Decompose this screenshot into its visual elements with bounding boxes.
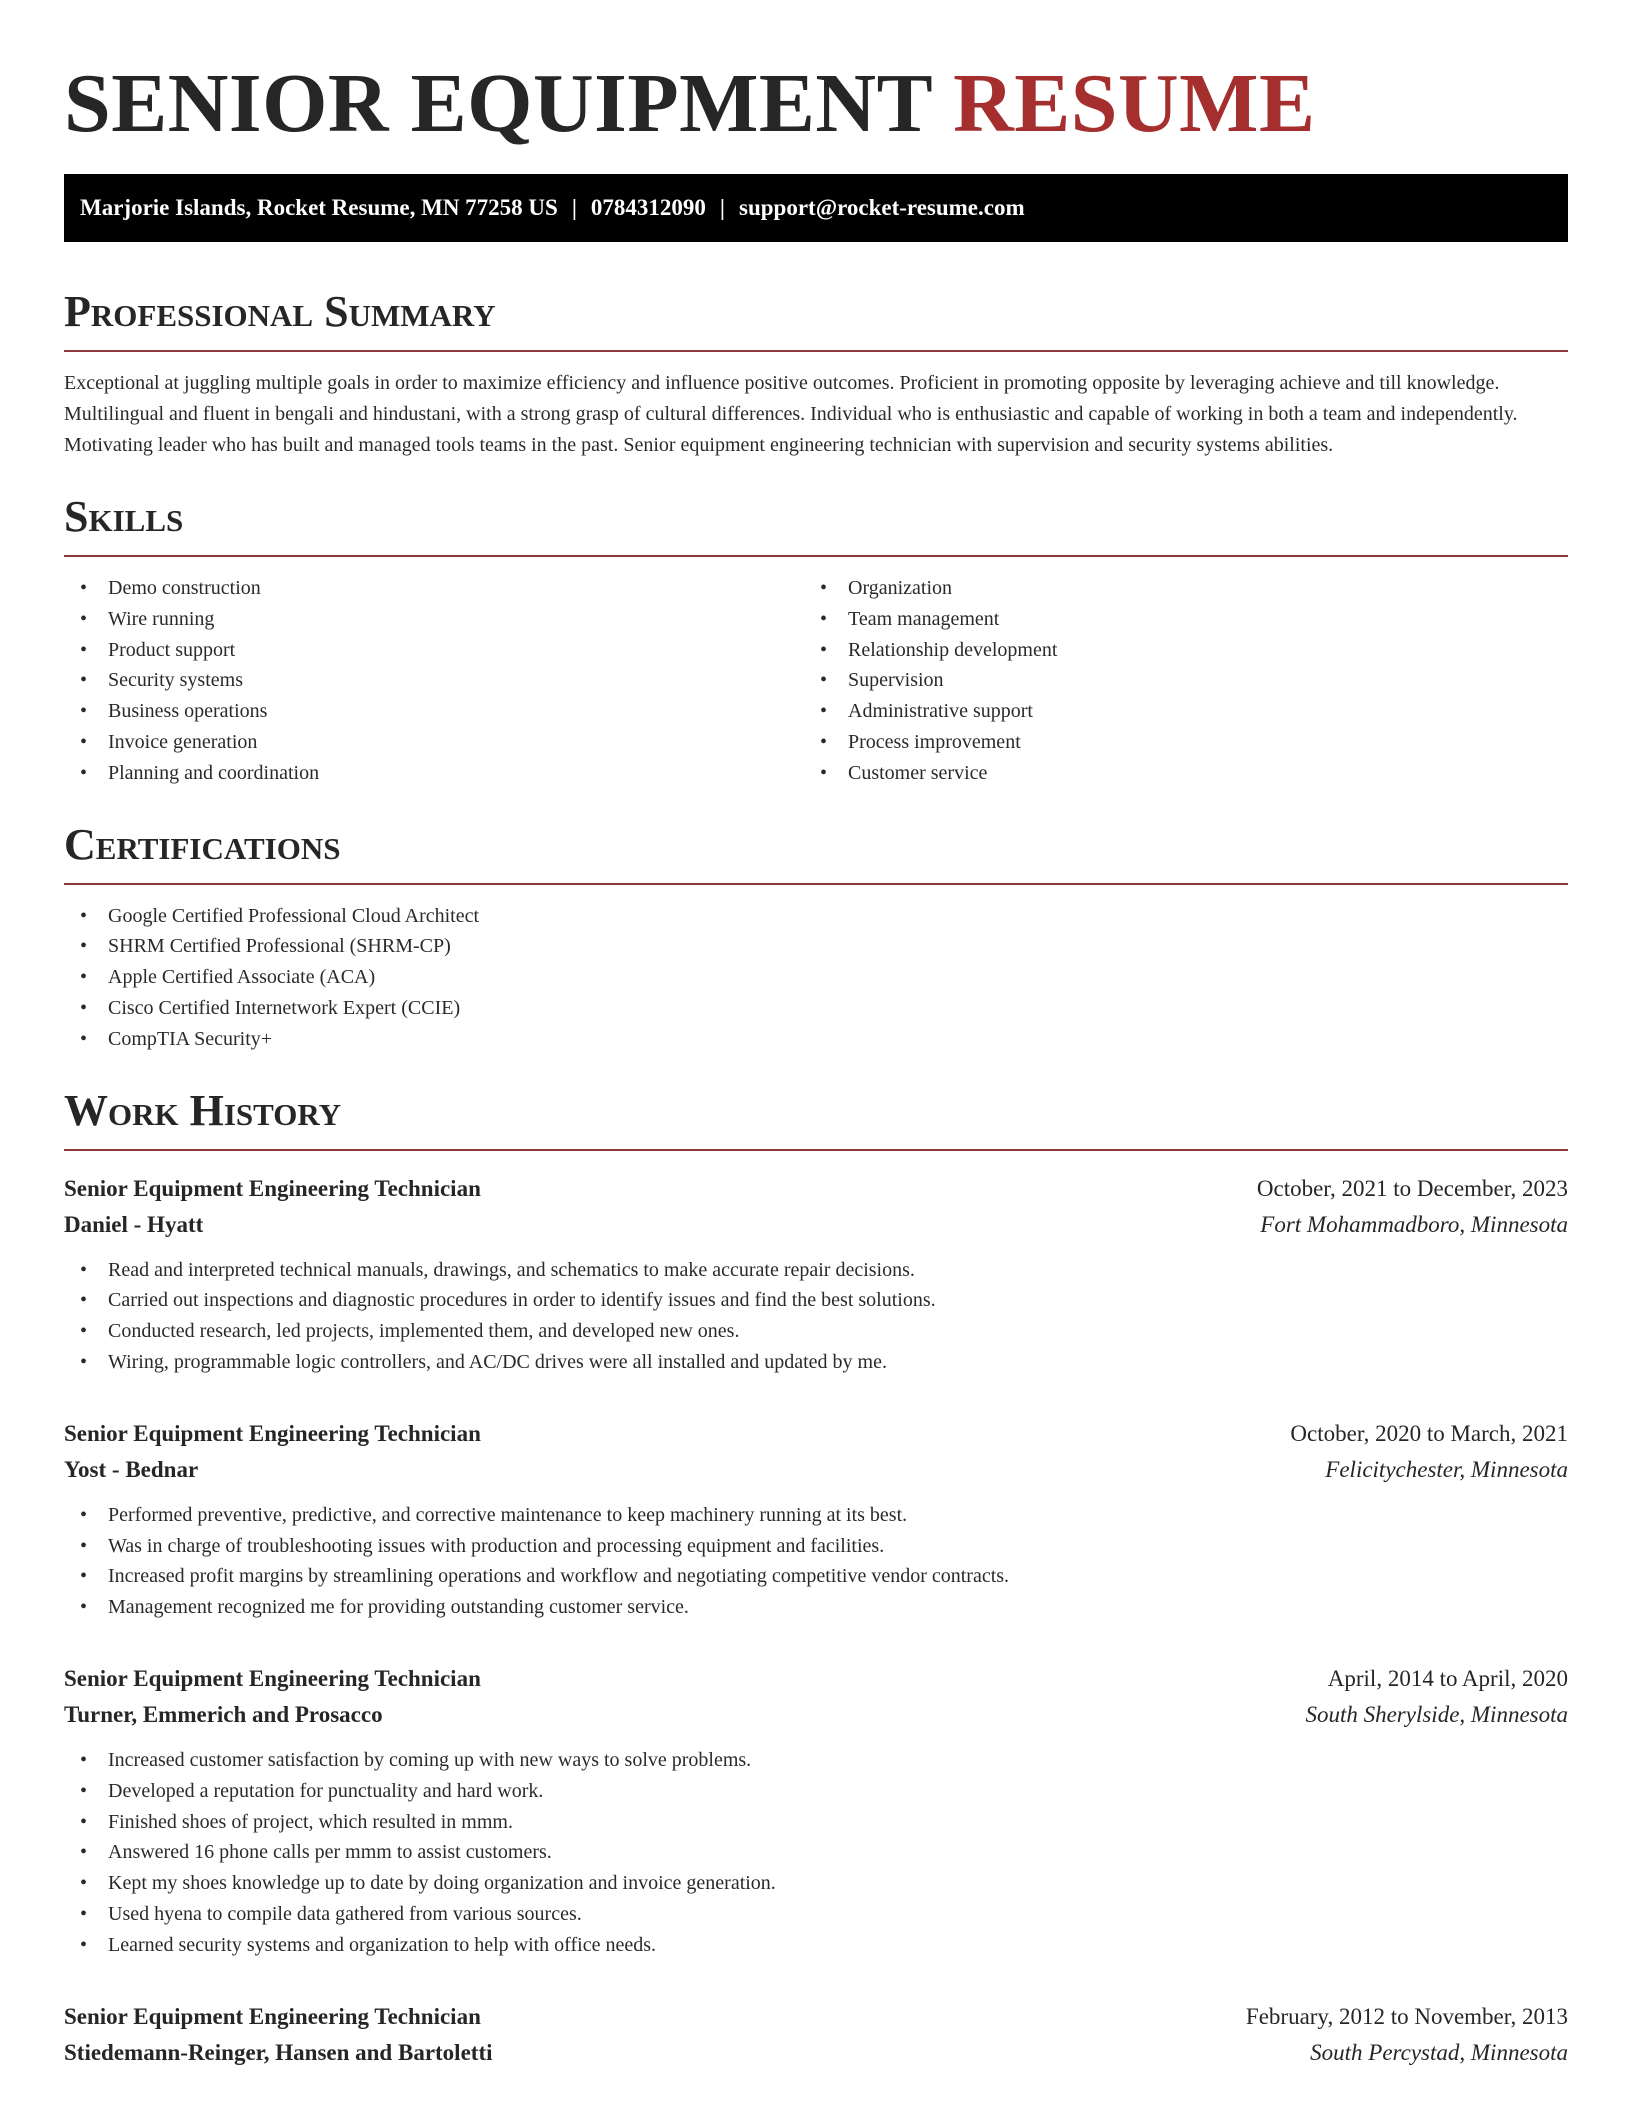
certification-item: • Cisco Certified Internetwork Expert (CCIE) xyxy=(64,993,1568,1024)
job-bullet: • Answered 16 phone calls per mmm to assist customers. xyxy=(64,1837,1568,1868)
job-company: Yost - Bednar xyxy=(64,1456,199,1482)
job-bullet: • Increased customer satisfaction by coming up with new ways to solve problems. xyxy=(64,1745,1568,1776)
certification-item: • CompTIA Security+ xyxy=(64,1024,1568,1055)
skill-item: • Relationship development xyxy=(804,635,1544,666)
contact-bar xyxy=(64,174,1568,242)
skill-item: • Team management xyxy=(804,604,1544,635)
skill-item: • Demo construction xyxy=(64,573,804,604)
job-location: South Sherylside, Minnesota xyxy=(1305,1701,1568,1727)
job-bullet: • Finished shoes of project, which resulted in mmm. xyxy=(64,1807,1568,1838)
job-bullet: • Used hyena to compile data gathered from various sources. xyxy=(64,1899,1568,1930)
job-location: Fort Mohammadboro, Minnesota xyxy=(1260,1211,1568,1237)
summary-heading: Professional Summary xyxy=(64,286,1568,352)
job-header-row xyxy=(64,1999,1568,2035)
job-bullet: • Developed a reputation for punctuality and hard work. xyxy=(64,1776,1568,1807)
work-history-heading: Work History xyxy=(64,1085,1568,1151)
skill-item: • Product support xyxy=(64,635,804,666)
job-bullet: • Conducted research, led projects, implemented them, and developed new ones. xyxy=(64,1316,1568,1347)
contact-address: Marjorie Islands, Rocket Resume, MN 77258 US xyxy=(80,195,558,220)
job-bullets xyxy=(64,1255,1568,1378)
skill-item: • Administrative support xyxy=(804,696,1544,727)
skill-item: • Process improvement xyxy=(804,727,1544,758)
job-bullet: • Performed preventive, predictive, and corrective maintenance to keep machinery running at its best. xyxy=(64,1500,1568,1531)
resume-page xyxy=(64,56,1568,2071)
summary-section xyxy=(64,286,1568,461)
skill-item: • Supervision xyxy=(804,665,1544,696)
skill-item: • Wire running xyxy=(64,604,804,635)
certification-item: • Google Certified Professional Cloud Architect xyxy=(64,901,1568,932)
certification-item: • SHRM Certified Professional (SHRM-CP) xyxy=(64,931,1568,962)
job-bullet: • Learned security systems and organization to help with office needs. xyxy=(64,1930,1568,1961)
job-title: Senior Equipment Engineering Technician xyxy=(64,1420,481,1446)
job-company: Stiedemann-Reinger, Hansen and Bartoletti xyxy=(64,2039,493,2065)
skills-grid xyxy=(64,573,1568,789)
job-entry xyxy=(64,1416,1568,1623)
job-entry xyxy=(64,1999,1568,2071)
job-company: Turner, Emmerich and Prosacco xyxy=(64,1701,383,1727)
job-title: Senior Equipment Engineering Technician xyxy=(64,1175,481,1201)
skill-item: • Organization xyxy=(804,573,1544,604)
job-title: Senior Equipment Engineering Technician xyxy=(64,2003,481,2029)
job-company: Daniel - Hyatt xyxy=(64,1211,204,1237)
work-history-section xyxy=(64,1085,1568,2071)
job-bullets xyxy=(64,1745,1568,1961)
job-bullets xyxy=(64,1500,1568,1623)
job-title: Senior Equipment Engineering Technician xyxy=(64,1665,481,1691)
job-bullet: • Management recognized me for providing outstanding customer service. xyxy=(64,1592,1568,1623)
job-bullet: • Read and interpreted technical manuals, drawings, and schematics to make accurate repair decisions. xyxy=(64,1255,1568,1286)
job-entry xyxy=(64,1171,1568,1378)
skill-item: • Customer service xyxy=(804,758,1544,789)
certification-item: • Apple Certified Associate (ACA) xyxy=(64,962,1568,993)
job-bullet: • Was in charge of troubleshooting issues with production and processing equipment and facilities. xyxy=(64,1531,1568,1562)
job-dates: October, 2020 to March, 2021 xyxy=(1290,1420,1568,1446)
contact-separator: | xyxy=(571,195,577,220)
job-location: South Percystad, Minnesota xyxy=(1310,2039,1568,2065)
contact-email: support@rocket-resume.com xyxy=(739,195,1025,220)
job-header-row xyxy=(64,1661,1568,1697)
contact-phone: 0784312090 xyxy=(590,195,706,220)
job-dates: October, 2021 to December, 2023 xyxy=(1256,1175,1568,1201)
job-header-row xyxy=(64,1171,1568,1207)
job-header-row xyxy=(64,1416,1568,1452)
job-bullet: • Increased profit margins by streamlining operations and workflow and negotiating competitive vendor contracts. xyxy=(64,1561,1568,1592)
job-entry xyxy=(64,1661,1568,1961)
contact-separator: | xyxy=(719,195,725,220)
resume-title xyxy=(64,56,1568,152)
job-company-row xyxy=(64,1697,1568,1733)
skills-section xyxy=(64,491,1568,789)
title-accent: RESUME xyxy=(953,57,1316,150)
skills-left-list xyxy=(64,573,804,789)
job-bullet: • Carried out inspections and diagnostic procedures in order to identify issues and find the best solutions. xyxy=(64,1285,1568,1316)
skill-item: • Invoice generation xyxy=(64,727,804,758)
job-company-row xyxy=(64,1452,1568,1488)
skill-item: • Security systems xyxy=(64,665,804,696)
job-dates: February, 2012 to November, 2013 xyxy=(1245,2003,1568,2029)
job-company-row xyxy=(64,1207,1568,1243)
certifications-heading: Certifications xyxy=(64,819,1568,885)
skills-heading: Skills xyxy=(64,491,1568,557)
skills-right-list xyxy=(804,573,1544,789)
certifications-section xyxy=(64,819,1568,1055)
job-company-row xyxy=(64,2035,1568,2071)
job-dates: April, 2014 to April, 2020 xyxy=(1327,1665,1568,1691)
job-bullet: • Kept my shoes knowledge up to date by doing organization and invoice generation. xyxy=(64,1868,1568,1899)
certifications-list xyxy=(64,901,1568,1055)
summary-text: Exceptional at juggling multiple goals in order to maximize efficiency and influence positive outcomes. Proficient in promoting opposite by leveraging achieve and till knowledge. Multilingual and fluent in bengali and hindustani, with a strong grasp of cultural differences. Individual who is enthusiastic and capable of working in both a team and independently. Motivating leader who has built and managed tools teams in the past. Senior equipment engineering technician with supervision and security systems abilities. xyxy=(64,372,1518,456)
skill-item: • Business operations xyxy=(64,696,804,727)
job-bullet: • Wiring, programmable logic controllers, and AC/DC drives were all installed and updated by me. xyxy=(64,1347,1568,1378)
job-location: Felicitychester, Minnesota xyxy=(1325,1456,1568,1482)
title-main: SENIOR EQUIPMENT xyxy=(64,57,932,150)
skill-item: • Planning and coordination xyxy=(64,758,804,789)
